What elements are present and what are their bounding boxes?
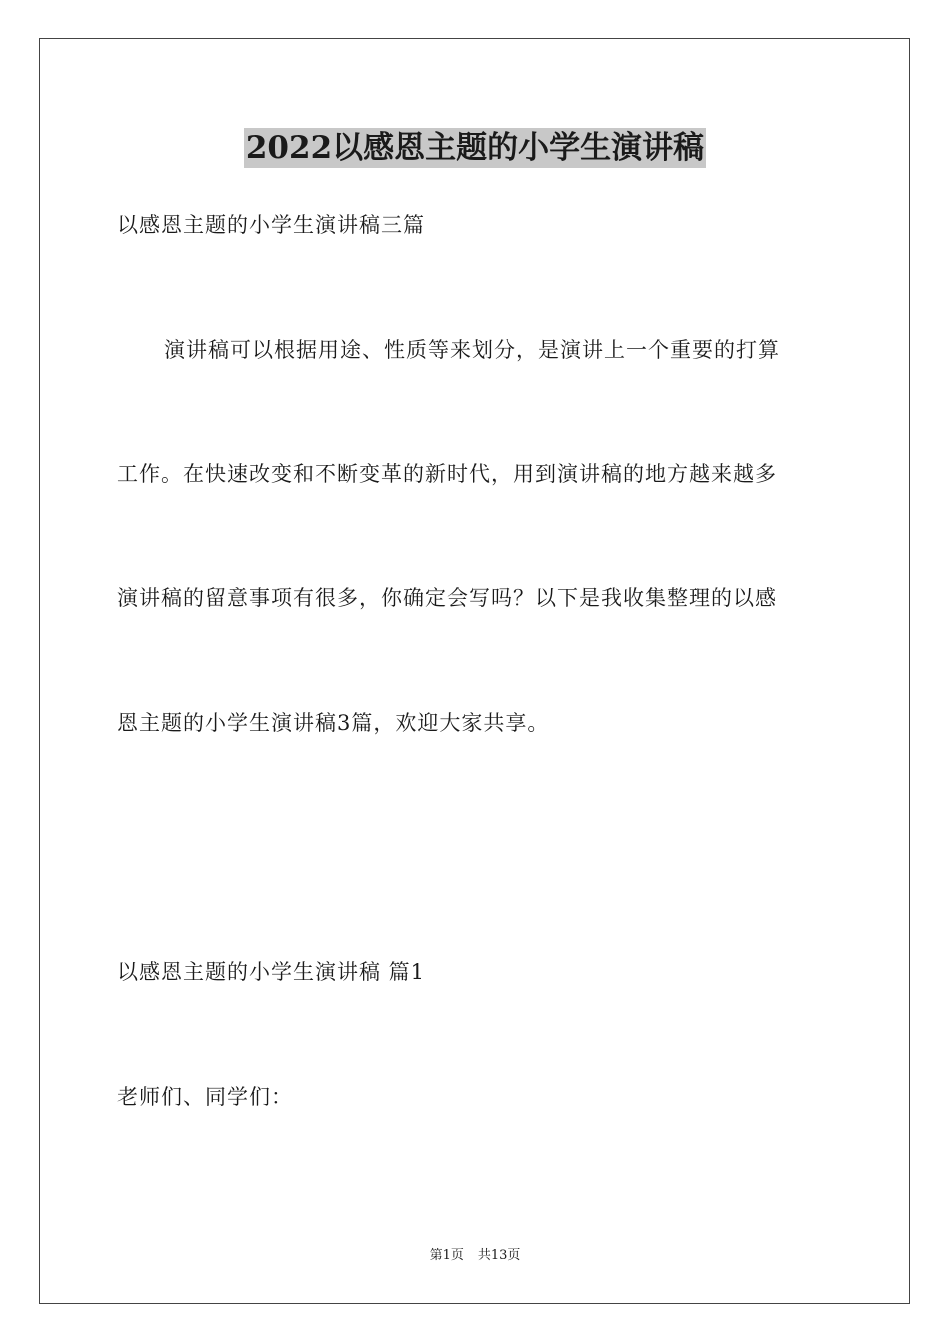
page-number: 第1页: [429, 1248, 464, 1263]
intro-line-3: 演讲稿的留意事项有很多，你确定会写吗？以下是我收集整理的以感: [117, 586, 777, 610]
page-footer: [0, 1247, 950, 1265]
document-title: 2022以感恩主题的小学生演讲稿: [245, 130, 705, 166]
document-subtitle: 以感恩主题的小学生演讲稿三篇: [117, 213, 425, 237]
section-heading: 以感恩主题的小学生演讲稿 篇1: [117, 960, 426, 984]
title-container: [0, 128, 950, 168]
page-total: 共13页: [477, 1248, 521, 1263]
intro-line-1: 演讲稿可以根据用途、性质等来划分，是演讲上一个重要的打算: [164, 338, 780, 362]
intro-line-2: 工作。在快速改变和不断变革的新时代，用到演讲稿的地方越来越多: [117, 462, 777, 486]
intro-line-4: 恩主题的小学生演讲稿3篇，欢迎大家共享。: [117, 711, 550, 735]
salutation: 老师们、同学们：: [117, 1085, 293, 1109]
